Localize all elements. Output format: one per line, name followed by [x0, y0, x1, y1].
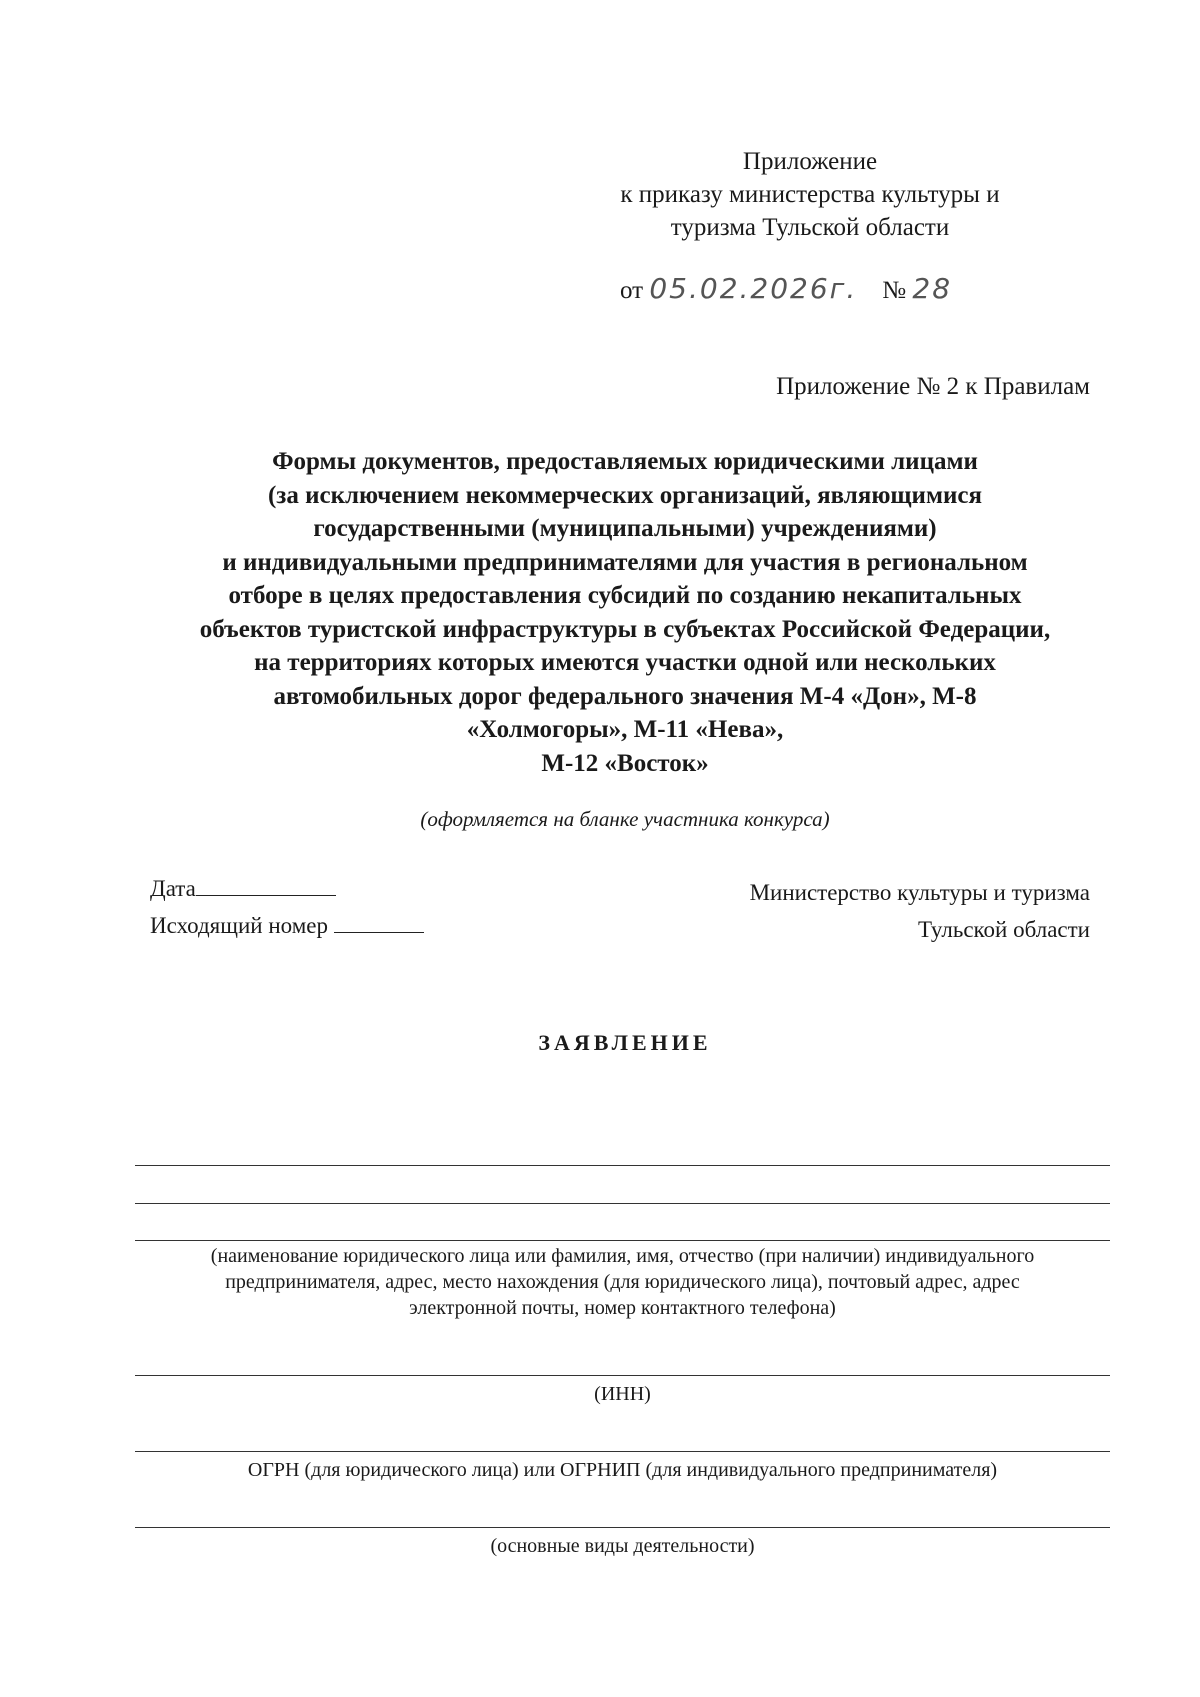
order-date-number — [620, 272, 952, 307]
form-title — [130, 445, 1120, 780]
form-title-line: объектов туристской инфраструктуры в субъектах Российской Федерации, — [199, 615, 1051, 643]
form-title-line: на территориях которых имеются участки одной или нескольких — [254, 649, 996, 676]
form-title-line: (за исключением некоммерческих организаций, являющимися — [267, 481, 982, 509]
outgoing-number-label: Исходящий номер — [150, 913, 328, 938]
appendix-rules-label: Приложение № 2 к Правилам — [776, 373, 1090, 400]
form-title-line: и индивидуальными предпринимателями для участия в региональном — [222, 548, 1028, 576]
form-note: (оформляется на бланке участника конкурса) — [420, 807, 830, 831]
date-label: Дата — [150, 876, 196, 901]
order-number-handwritten: 28 — [912, 272, 953, 305]
appendix-header-line-1: Приложение — [742, 148, 878, 175]
applicant-caption-line-1: (наименование юридического лица или фамилия, имя, отчество (при наличии) индивидуального — [210, 1245, 1035, 1267]
date-and-number-fields — [150, 870, 424, 944]
applicant-caption — [135, 1243, 1110, 1321]
form-title-line: М-12 «Восток» — [541, 749, 709, 777]
applicant-blank-line-1[interactable] — [135, 1165, 1110, 1166]
addressee-line-1: Министерство культуры и туризма — [749, 880, 1090, 905]
addressee — [750, 874, 1090, 948]
addressee-line-2: Тульской области — [917, 917, 1090, 942]
form-title-line: Формы документов, предоставляемых юридическими лицами — [272, 448, 978, 475]
applicant-blank-line-3[interactable] — [135, 1240, 1110, 1241]
form-title-line: автомобильных дорог федерального значения М-4 «Дон», М-8 — [273, 682, 977, 710]
outgoing-number-blank-field[interactable] — [334, 910, 424, 933]
statement-title: ЗАЯВЛЕНИЕ — [538, 1030, 712, 1055]
activities-blank-line[interactable] — [135, 1527, 1110, 1528]
activities-caption: (основные виды деятельности) — [490, 1535, 755, 1557]
order-date-handwritten: 05.02.2026г. — [649, 272, 858, 305]
date-blank-field[interactable] — [196, 873, 336, 896]
form-title-line: отборе в целях предоставления субсидий по созданию некапитальных — [228, 582, 1022, 609]
applicant-blank-line-2[interactable] — [135, 1203, 1110, 1204]
appendix-header — [560, 145, 1060, 244]
order-number-label: № — [882, 277, 907, 304]
order-from-label: от — [620, 277, 644, 304]
form-title-line: «Холмогоры», М-11 «Нева», — [466, 716, 784, 743]
applicant-caption-line-3: электронной почты, номер контактного телефона) — [409, 1297, 836, 1319]
ogrn-blank-line[interactable] — [135, 1451, 1110, 1452]
appendix-header-line-2: к приказу министерства культуры и — [620, 181, 1000, 208]
form-title-line: государственными (муниципальными) учреждениями) — [313, 515, 937, 542]
inn-blank-line[interactable] — [135, 1375, 1110, 1376]
outgoing-number-row — [150, 907, 424, 944]
appendix-header-line-3: туризма Тульской области — [670, 214, 950, 241]
inn-caption: (ИНН) — [594, 1383, 651, 1405]
date-field-row — [150, 870, 424, 907]
ogrn-caption: ОГРН (для юридического лица) или ОГРНИП (для индивидуального предпринимателя) — [247, 1459, 998, 1481]
applicant-caption-line-2: предпринимателя, адрес, место нахождения (для юридического лица), почтовый адрес, адрес — [225, 1271, 1020, 1293]
